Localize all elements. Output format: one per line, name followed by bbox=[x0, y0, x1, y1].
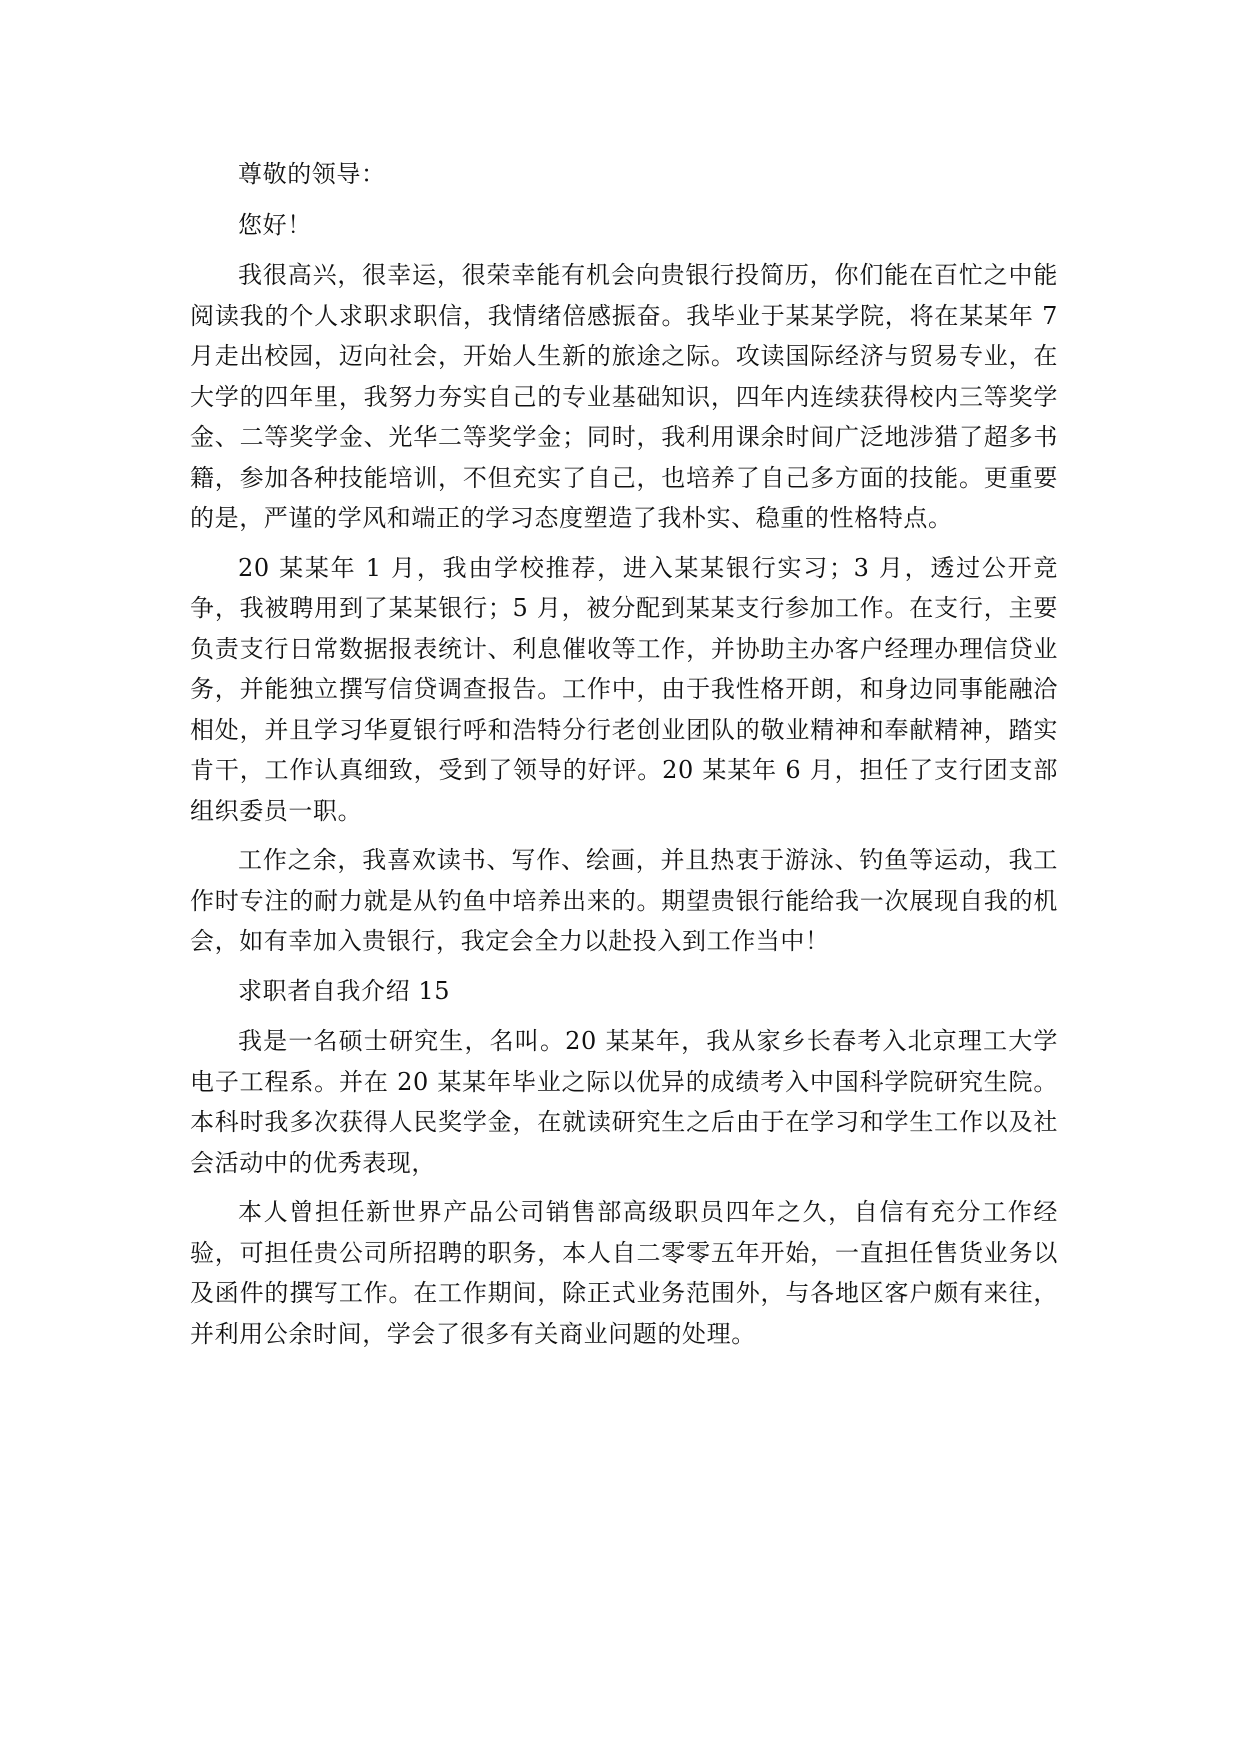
paragraph: 我很高兴，很幸运，很荣幸能有机会向贵银行投简历，你们能在百忙之中能阅读我的个人求职求职信，我情绪倍感振奋。我毕业于某某学院，将在某某年 7 月走出校园，迈向社会，开始人生新的旅途之际。攻读国际经济与贸易专业，在大学的四年里，我努力夯实自己的专业基础知识，四年内连续获得校内三等奖学金、二等奖学金、光华二等奖学金；同时，我利用课余时间广泛地涉猎了超多书籍，参加各种技能培训，不但充实了自己，也培养了自己多方面的技能。更重要的是，严谨的学风和端正的学习态度塑造了我朴实、稳重的性格特点。 bbox=[190, 261, 1058, 532]
paragraph: 本人曾担任新世界产品公司销售部高级职员四年之久，自信有充分工作经验，可担任贵公司所招聘的职务，本人自二零零五年开始，一直担任售货业务以及函件的撰写工作。在工作期间，除正式业务范围外，与各地区客户颇有来往，并利用公余时间，学会了很多有关商业问题的处理。 bbox=[190, 1198, 1058, 1348]
greeting: 您好！ bbox=[238, 210, 312, 239]
paragraph: 工作之余，我喜欢读书、写作、绘画，并且热衷于游泳、钓鱼等运动，我工作时专注的耐力就是从钓鱼中培养出来的。期望贵银行能给我一次展现自我的机会，如有幸加入贵银行，我定会全力以赴投入到工作当中！ bbox=[190, 846, 1058, 955]
section-title: 求职者自我介绍 15 bbox=[238, 976, 451, 1005]
salutation: 尊敬的领导： bbox=[238, 160, 386, 188]
paragraph: 20 某某年 1 月，我由学校推荐，进入某某银行实习；3 月，透过公开竞争，我被聘用到了某某银行；5 月，被分配到某某支行参加工作。在支行，主要负责支行日常数据报表统计、利息催收等工作，并协助主办客户经理办理信贷业务，并能独立撰写信贷调查报告。工作中，由于我性格开朗，和身边同事能融洽相处，并且学习华夏银行呼和浩特分行老创业团队的敬业精神和奉献精神，踏实肯干，工作认真细致，受到了领导的好评。20 某某年 6 月，担任了支行团支部组织委员一职。 bbox=[190, 553, 1058, 825]
paragraph: 我是一名硕士研究生，名叫。20 某某年，我从家乡长春考入北京理工大学电子工程系。并在 20 某某年毕业之际以优异的成绩考入中国科学院研究生院。本科时我多次获得人民奖学金，在就读研究生之后由于在学习和学生工作以及社会活动中的优秀表现， bbox=[190, 1027, 1058, 1177]
document-body bbox=[190, 154, 1058, 1363]
